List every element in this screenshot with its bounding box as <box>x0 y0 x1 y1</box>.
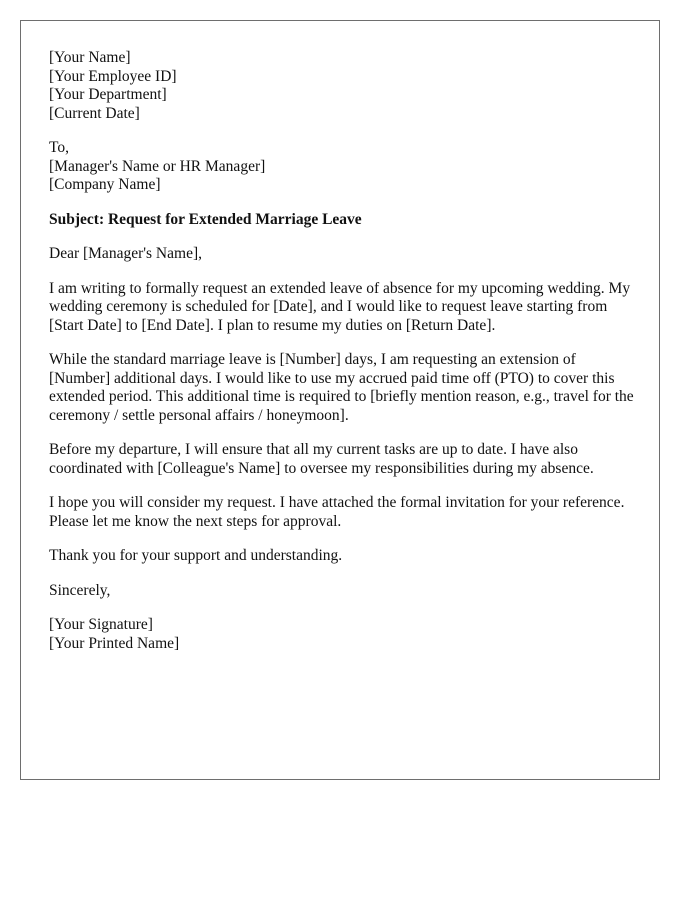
sender-department: [Your Department] <box>49 86 167 103</box>
sender-name: [Your Name] <box>49 49 131 66</box>
paragraph-extension: While the standard marriage leave is [Number] days, I am requesting an extension of [Number] additional days. I would like to use my accrued paid time off (PTO) to cover this extended period. This additional time is required to [briefly mention reason, e.g., travel for the ceremony / settle personal affairs / honeymoon]. <box>49 351 634 424</box>
paragraph-thanks: Thank you for your support and understanding. <box>49 547 343 564</box>
salutation: Dear [Manager's Name], <box>49 245 202 262</box>
paragraph-handover: Before my departure, I will ensure that all my current tasks are up to date. I have also coordinated with [Colleague's Name] to oversee my responsibilities during my absence. <box>49 441 594 477</box>
letter-date: [Current Date] <box>49 104 140 122</box>
paragraph-leave-request: I am writing to formally request an extended leave of absence for my upcoming wedding. My wedding ceremony is scheduled for [Date], and I would like to request leave starting from [Start Date] to [End Date]. I plan to resume my duties on [Return Date]. <box>49 279 631 334</box>
signature-placeholder: [Your Signature] <box>49 616 153 633</box>
subject-line: Subject: Request for Extended Marriage Leave <box>49 210 362 228</box>
paragraph-consideration: I hope you will consider my request. I have attached the formal invitation for your reference. Please let me know the next steps for approval. <box>49 494 625 530</box>
sender-employee-id: [Your Employee ID] <box>49 67 177 85</box>
letter-body <box>49 49 639 653</box>
sender-block <box>49 49 639 123</box>
printed-name: [Your Printed Name] <box>49 634 180 652</box>
letter-frame <box>20 20 660 780</box>
recipient-block <box>49 139 639 195</box>
recipient-to: To, <box>49 139 70 156</box>
recipient-company: [Company Name] <box>49 176 161 193</box>
closing: Sincerely, <box>49 581 111 599</box>
recipient-manager: [Manager's Name or HR Manager] <box>49 157 266 175</box>
signature-block <box>49 616 639 653</box>
